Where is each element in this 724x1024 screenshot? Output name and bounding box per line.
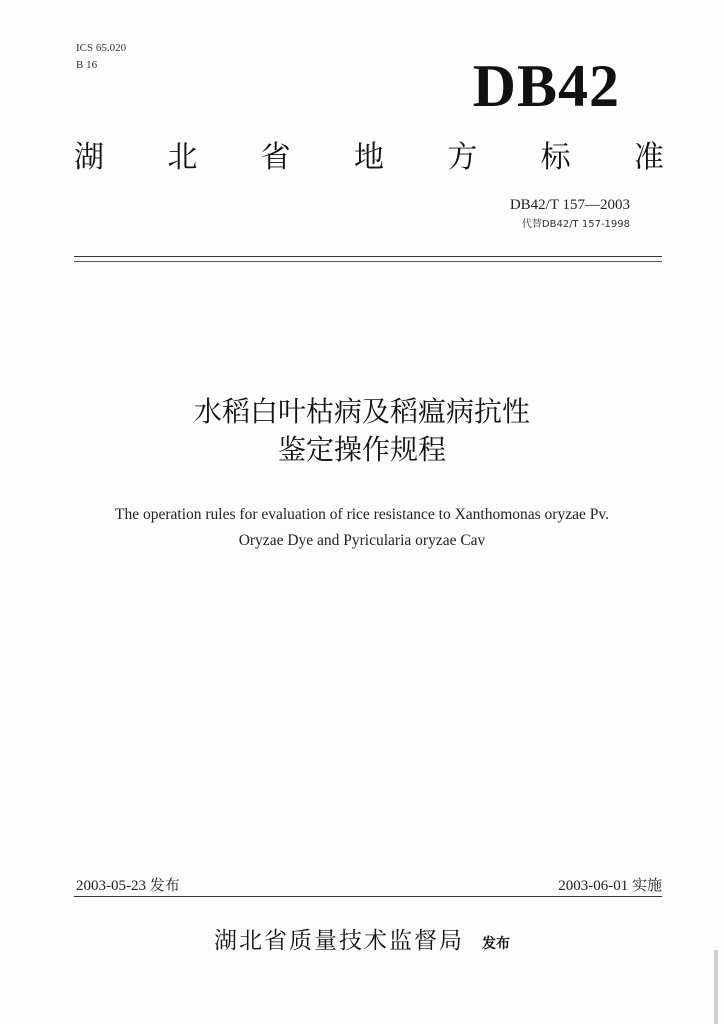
standard-type-char: 湖 <box>74 140 104 175</box>
publisher-line <box>0 922 724 955</box>
ccs-code: B 16 <box>76 59 98 71</box>
header-divider-secondary <box>74 261 662 262</box>
title-chinese-line-2: 鉴定操作规程 <box>277 433 446 466</box>
publisher-organization: 湖北省质量技术监督局 <box>214 928 464 954</box>
standard-type-char: 省 <box>260 140 291 175</box>
footer-divider <box>74 896 662 897</box>
title-english-line-2: Oryzae Dye and Pyricularia oryzae Cav <box>238 532 486 549</box>
replaces-standard: 代替DB42/T 157-1998 <box>521 219 630 230</box>
standard-type-char: 准 <box>633 140 664 175</box>
title-english-line-1: The operation rules for evaluation of rice resistance to Xanthomonas oryzae Pv. <box>115 506 609 523</box>
standard-type-char: 北 <box>167 140 198 175</box>
issue-date: 2003-05-23 发布 <box>76 878 180 894</box>
standard-code-logo: DB42 <box>472 53 620 119</box>
standard-number: DB42/T 157—2003 <box>509 197 630 213</box>
ics-code: ICS 65.020 <box>76 42 127 54</box>
title-chinese <box>0 393 724 469</box>
implementation-date: 2003-06-01 实施 <box>558 878 662 894</box>
scan-edge-mark <box>714 950 718 1024</box>
classification-codes <box>76 40 126 74</box>
standard-type-char: 地 <box>353 140 384 175</box>
title-chinese-line-1: 水稻白叶枯病及稻瘟病抗性 <box>193 395 530 428</box>
publisher-label: 发布 <box>482 936 510 952</box>
standard-type-heading <box>74 138 664 178</box>
standard-type-char: 标 <box>540 140 571 175</box>
standard-type-char: 方 <box>447 140 478 175</box>
title-english <box>0 502 724 554</box>
header-divider <box>74 256 662 257</box>
